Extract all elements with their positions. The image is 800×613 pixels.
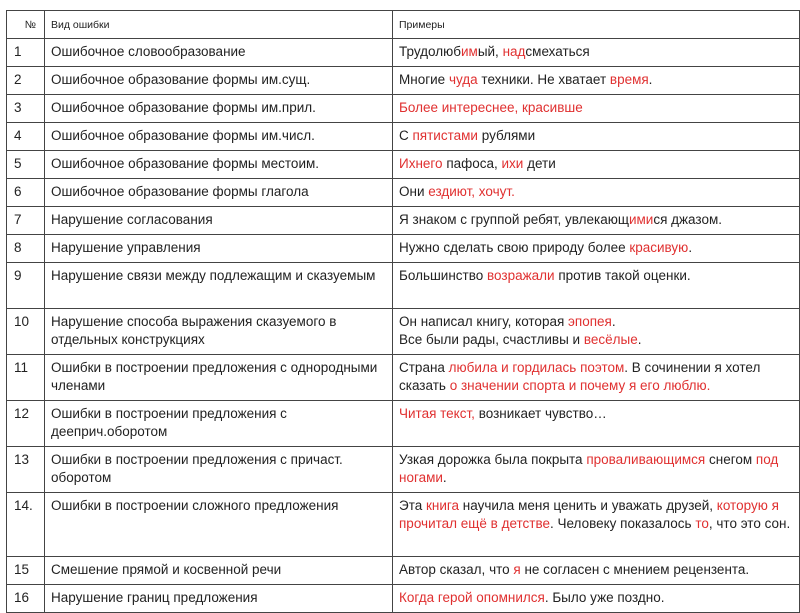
row-number: 7 [7, 207, 45, 235]
table-row [7, 151, 800, 179]
header-num: № [7, 11, 45, 39]
error-highlight: я [513, 562, 521, 577]
error-highlight: ездиют, хочут. [428, 184, 515, 199]
example-text: . Человеку показалось [550, 516, 696, 531]
error-highlight: Ихнего [399, 156, 443, 171]
error-highlight: о значении спорта и почему я его люблю. [449, 378, 711, 393]
error-highlight: весёлые [583, 332, 638, 347]
row-number: 12 [7, 401, 45, 447]
example-text: Все были рады, счастливы и [399, 332, 584, 347]
table-row [7, 557, 800, 585]
example [393, 493, 800, 557]
example-text: научила меня ценить и уважать друзей, [459, 498, 717, 513]
row-number: 5 [7, 151, 45, 179]
example-line [399, 589, 793, 607]
table-row [7, 401, 800, 447]
example-text: дети [523, 156, 556, 171]
error-highlight: любила и гордилась [448, 360, 577, 375]
table-row [7, 493, 800, 557]
example [393, 309, 800, 355]
error-highlight: над [502, 44, 526, 59]
example-text: . В сочинении я хотел сказать [399, 360, 761, 393]
error-type: Нарушение способа выражения сказуемого в отдельных конструкциях [45, 309, 393, 355]
table-row [7, 355, 800, 401]
example-line [399, 211, 793, 229]
example-text: Многие [399, 72, 449, 87]
row-number: 9 [7, 263, 45, 309]
example [393, 207, 800, 235]
error-type: Нарушение связи между подлежащим и сказуемым [45, 263, 393, 309]
example-text: , что это сон. [708, 516, 791, 531]
example-text: Страна [399, 360, 449, 375]
table-row [7, 235, 800, 263]
example-line [399, 497, 793, 533]
error-highlight: возражали [487, 268, 555, 283]
error-type: Ошибки в построении сложного предложения [45, 493, 393, 557]
table-row [7, 67, 800, 95]
header-error-type: Вид ошибки [45, 11, 393, 39]
example-text: . [688, 240, 693, 255]
example [393, 179, 800, 207]
example [393, 235, 800, 263]
example-text: Нужно сделать свою природу более [399, 240, 630, 255]
example-line [399, 331, 793, 349]
error-highlight: под ногами [399, 452, 779, 485]
error-type: Ошибочное словообразование [45, 39, 393, 67]
row-number: 8 [7, 235, 45, 263]
example-line [399, 267, 793, 285]
example-line [399, 405, 793, 423]
error-highlight: чуда [448, 72, 478, 87]
error-highlight: красивую [629, 240, 689, 255]
table-row [7, 95, 800, 123]
example-text: . [648, 72, 653, 87]
header-examples: Примеры [393, 11, 800, 39]
error-highlight: книга [426, 498, 460, 513]
error-highlight: Когда герой опомнился [399, 590, 545, 605]
error-highlight: пятистами [412, 128, 478, 143]
error-highlight: то [695, 516, 709, 531]
example-text: возникает чувство… [474, 406, 607, 421]
example-line [399, 71, 793, 89]
example-text: рублями [477, 128, 536, 143]
table-row [7, 447, 800, 493]
error-type: Смешение прямой и косвенной речи [45, 557, 393, 585]
example [393, 585, 800, 613]
example [393, 151, 800, 179]
table-row [7, 309, 800, 355]
row-number: 2 [7, 67, 45, 95]
example-text: С [399, 128, 413, 143]
example-line [399, 239, 793, 257]
table-body [7, 39, 800, 613]
example-text: Эта [399, 498, 426, 513]
error-type: Нарушение управления [45, 235, 393, 263]
error-type: Ошибочное образование формы местоим. [45, 151, 393, 179]
example-text: Трудолюб [399, 44, 461, 59]
error-type: Ошибки в построении предложения с дееприч.оборотом [45, 401, 393, 447]
example-text: Автор сказал, что [399, 562, 514, 577]
table-row [7, 263, 800, 309]
example-line [399, 359, 793, 395]
example [393, 39, 800, 67]
example-text: Узкая дорожка была покрыта [399, 452, 587, 467]
error-highlight: ими [628, 212, 654, 227]
example-text: . Было уже поздно. [544, 590, 665, 605]
example-line [399, 313, 793, 331]
errors-table [6, 10, 800, 613]
example [393, 447, 800, 493]
row-number: 4 [7, 123, 45, 151]
error-highlight: эпопея [568, 314, 612, 329]
example-line [399, 99, 793, 117]
error-type: Нарушение согласования [45, 207, 393, 235]
error-highlight: поэтом [580, 360, 625, 375]
example-text: . [637, 332, 642, 347]
example [393, 263, 800, 309]
row-number: 6 [7, 179, 45, 207]
error-type: Ошибочное образование формы им.числ. [45, 123, 393, 151]
example-line [399, 127, 793, 145]
row-number: 3 [7, 95, 45, 123]
row-number: 15 [7, 557, 45, 585]
example-line [399, 183, 793, 201]
example-line [399, 43, 793, 61]
error-highlight: Более интереснее, красивше [399, 100, 583, 115]
example [393, 355, 800, 401]
example [393, 95, 800, 123]
table-row [7, 39, 800, 67]
example-text: Я знаком с группой ребят, увлекающ [399, 212, 629, 227]
example [393, 123, 800, 151]
row-number: 16 [7, 585, 45, 613]
example-text: . [611, 314, 616, 329]
example-line [399, 155, 793, 173]
table-row [7, 179, 800, 207]
row-number: 11 [7, 355, 45, 401]
example-line [399, 451, 793, 487]
example-text: техники. Не хватает [477, 72, 610, 87]
table-header-row [7, 11, 800, 39]
example-text: Они [399, 184, 429, 199]
row-number: 1 [7, 39, 45, 67]
error-highlight: которую я прочитал ещё в детстве [399, 498, 779, 531]
example-text: ся джазом. [653, 212, 722, 227]
error-type: Ошибочное образование формы глагола [45, 179, 393, 207]
error-highlight: время [609, 72, 649, 87]
row-number: 10 [7, 309, 45, 355]
error-highlight: им [460, 44, 478, 59]
error-highlight: Читая текст, [399, 406, 475, 421]
table-row [7, 123, 800, 151]
example [393, 67, 800, 95]
example-text: пафоса, [442, 156, 502, 171]
example-text: не согласен с мнением рецензента. [520, 562, 750, 577]
example-text: смехаться [525, 44, 590, 59]
error-type: Ошибки в построении предложения с причаст. оборотом [45, 447, 393, 493]
error-highlight: ихи [501, 156, 524, 171]
example-text: Он написал книгу, которая [399, 314, 569, 329]
example-text: снегом [705, 452, 756, 467]
example-text: ый, [477, 44, 503, 59]
error-type: Нарушение границ предложения [45, 585, 393, 613]
table-row [7, 207, 800, 235]
table-row [7, 585, 800, 613]
example-text: Большинство [399, 268, 488, 283]
row-number: 14. [7, 493, 45, 557]
example-text: . [442, 470, 447, 485]
error-type: Ошибки в построении предложения с однородными членами [45, 355, 393, 401]
error-type: Ошибочное образование формы им.прил. [45, 95, 393, 123]
example-text: против такой оценки. [554, 268, 691, 283]
example-line [399, 561, 793, 579]
row-number: 13 [7, 447, 45, 493]
example [393, 401, 800, 447]
error-type: Ошибочное образование формы им.сущ. [45, 67, 393, 95]
error-highlight: проваливающимся [586, 452, 706, 467]
example [393, 557, 800, 585]
